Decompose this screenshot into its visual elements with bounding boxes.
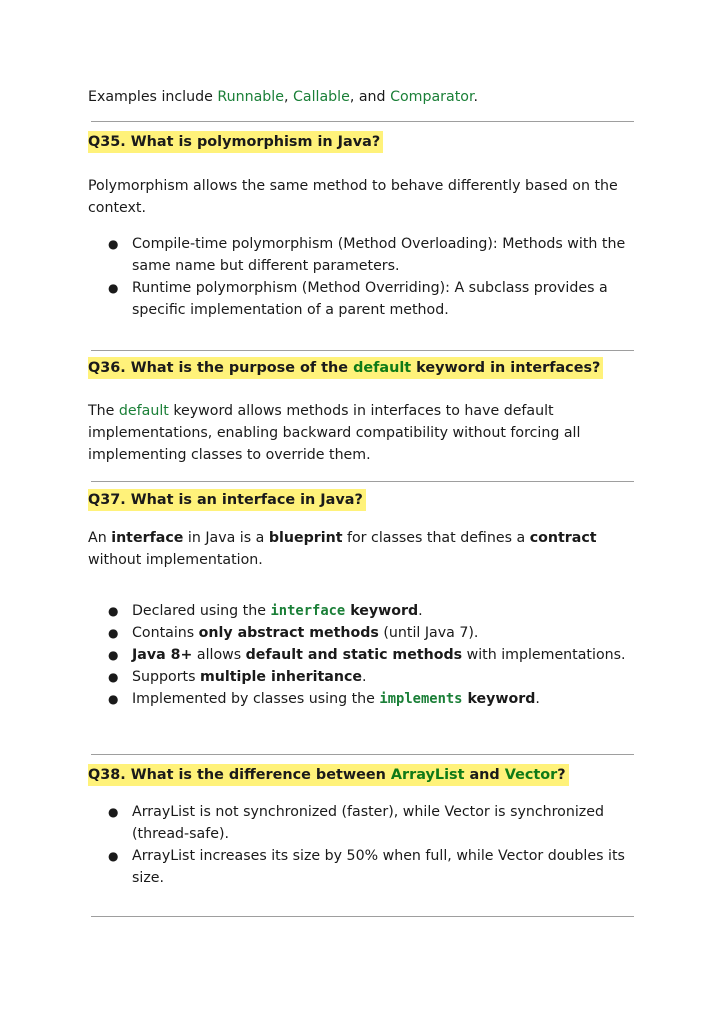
bullet-icon: ●	[108, 670, 119, 684]
text: (until Java 7).	[378, 625, 479, 641]
q38-heading	[88, 764, 569, 786]
list-item-text: ArrayList is not synchronized (faster), while Vector is synchronized (thread-safe).	[132, 804, 604, 842]
bold-term: interface	[111, 530, 184, 546]
runnable-term: Runnable	[217, 89, 284, 105]
list-item	[88, 600, 633, 622]
text: in Java is a	[183, 530, 269, 546]
list-item	[88, 688, 633, 710]
bullet-icon: ●	[108, 849, 119, 863]
bullet-icon: ●	[108, 805, 119, 819]
text: Supports	[132, 669, 200, 685]
default-keyword: default	[353, 360, 412, 376]
q35-bullet-list	[88, 233, 633, 321]
bold-term: only abstract methods	[198, 625, 379, 641]
code-term: interface	[270, 603, 346, 619]
default-keyword: default	[118, 403, 169, 419]
comparator-term: Comparator	[390, 89, 474, 105]
text: .	[362, 669, 367, 685]
text: .	[535, 691, 540, 707]
list-item	[88, 622, 633, 644]
q38-heading-text: ?	[557, 767, 566, 783]
bold-term: default and static methods	[245, 647, 463, 663]
divider	[91, 916, 634, 917]
bullet-icon: ●	[108, 281, 119, 295]
q36-heading	[88, 357, 603, 379]
text: Contains	[132, 625, 199, 641]
divider	[91, 481, 634, 482]
bullet-icon: ●	[108, 237, 119, 251]
list-item	[88, 233, 633, 277]
q36-body-text: keyword allows methods in interfaces to have default implementations, enabling backward compatibility without forcing all implementing classes to override them.	[88, 403, 581, 463]
intro-separator: ,	[283, 89, 293, 105]
list-item	[88, 644, 633, 666]
code-term: implements	[379, 691, 463, 707]
bullet-icon: ●	[108, 648, 119, 662]
bold-term: multiple inheritance	[200, 669, 363, 685]
text: with implementations.	[462, 647, 626, 663]
intro-paragraph	[88, 86, 633, 108]
text: An	[88, 530, 112, 546]
bold-term: blueprint	[268, 530, 343, 546]
list-item	[88, 845, 633, 889]
q37-heading: Q37. What is an interface in Java?	[88, 489, 366, 511]
q35-body: Polymorphism allows the same method to behave differently based on the context.	[88, 178, 618, 216]
text: Declared using the	[132, 603, 271, 619]
intro-text: Examples include	[88, 89, 218, 105]
bold-term: keyword	[345, 603, 419, 619]
q38-bullet-list	[88, 801, 633, 889]
bullet-icon: ●	[108, 626, 119, 640]
list-item-text: Compile-time polymorphism (Method Overloading): Methods with the same name but different parameters.	[132, 236, 626, 274]
bold-term: Java 8+	[132, 647, 193, 663]
q37-body	[88, 527, 633, 571]
text: without implementation.	[88, 552, 263, 568]
divider	[91, 121, 634, 122]
bullet-icon: ●	[108, 692, 119, 706]
q37-bullet-list	[88, 600, 633, 710]
callable-term: Callable	[292, 89, 350, 105]
list-item-text: ArrayList increases its size by 50% when full, while Vector doubles its size.	[132, 848, 625, 886]
arraylist-keyword: ArrayList	[390, 767, 465, 783]
intro-suffix: .	[473, 89, 478, 105]
list-item	[88, 666, 633, 688]
text: Implemented by classes using the	[132, 691, 380, 707]
bold-term: keyword	[462, 691, 536, 707]
list-item	[88, 277, 633, 321]
q36-body-text: The	[88, 403, 119, 419]
q36-heading-text: Q36. What is the purpose of the	[88, 360, 354, 376]
q35-heading: Q35. What is polymorphism in Java?	[88, 131, 383, 153]
bullet-icon: ●	[108, 604, 119, 618]
intro-separator: , and	[349, 89, 391, 105]
q38-heading-text: Q38. What is the difference between	[88, 767, 391, 783]
text: for classes that defines a	[342, 530, 530, 546]
divider	[91, 350, 634, 351]
vector-keyword: Vector	[504, 767, 558, 783]
q36-heading-text: keyword in interfaces?	[411, 360, 601, 376]
q38-heading-text: and	[464, 767, 505, 783]
text: allows	[192, 647, 246, 663]
q36-body	[88, 400, 633, 466]
divider	[91, 754, 634, 755]
list-item-text: Runtime polymorphism (Method Overriding): A subclass provides a specific implementation of a parent method.	[132, 280, 608, 318]
text: .	[418, 603, 423, 619]
bold-term: contract	[529, 530, 597, 546]
list-item	[88, 801, 633, 845]
